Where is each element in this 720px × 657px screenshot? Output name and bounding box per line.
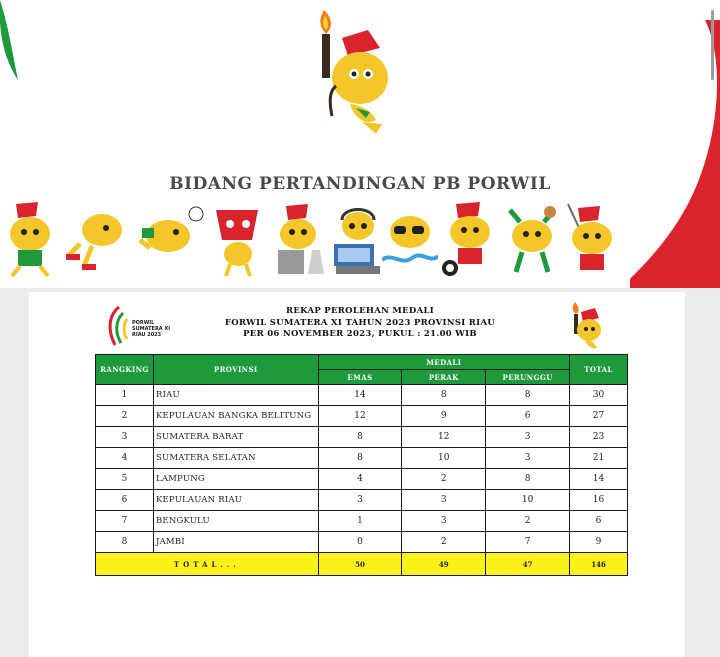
totals-total: 146 — [570, 553, 628, 576]
cell-total: 23 — [570, 427, 628, 448]
table-row — [96, 385, 628, 406]
cell-gold: 12 — [318, 406, 402, 427]
table-row — [96, 511, 628, 532]
cell-rank: 4 — [96, 448, 154, 469]
cell-province: LAMPUNG — [153, 469, 318, 490]
cell-bronze: 7 — [486, 532, 570, 553]
totals-bronze: 47 — [486, 553, 570, 576]
cell-province: KEPULAUAN BANGKA BELITUNG — [153, 406, 318, 427]
mascot-row — [0, 200, 640, 280]
cell-silver: 3 — [402, 511, 486, 532]
mascot-martial-arts-icon — [2, 200, 60, 278]
table-row — [96, 406, 628, 427]
banner-title: BIDANG PERTANDINGAN PB PORWIL — [169, 174, 551, 194]
cell-rank: 6 — [96, 490, 154, 511]
table-row — [96, 448, 628, 469]
cell-bronze: 3 — [486, 448, 570, 469]
torch-mascot-icon — [310, 8, 400, 138]
header-province: PROVINSI — [153, 355, 318, 385]
cell-silver: 2 — [402, 532, 486, 553]
green-swoosh-icon — [0, 0, 30, 90]
logo-text-line: SUMATERA XI — [132, 326, 171, 332]
totals-label: TOTAL... — [96, 553, 319, 576]
cell-silver: 2 — [402, 469, 486, 490]
cell-total: 27 — [570, 406, 628, 427]
cell-silver: 10 — [402, 448, 486, 469]
medal-table — [95, 354, 628, 576]
cell-rank: 5 — [96, 469, 154, 490]
mascot-fencing-icon — [562, 200, 624, 278]
cell-bronze: 10 — [486, 490, 570, 511]
cell-silver: 8 — [402, 385, 486, 406]
cell-total: 6 — [570, 511, 628, 532]
mascot-cheer-icon — [502, 200, 562, 278]
cell-bronze: 3 — [486, 427, 570, 448]
cell-rank: 3 — [96, 427, 154, 448]
mascot-football-icon — [134, 200, 206, 278]
cell-total: 21 — [570, 448, 628, 469]
cell-province: SUMATERA BARAT — [153, 427, 318, 448]
totals-gold: 50 — [318, 553, 402, 576]
cell-bronze: 2 — [486, 511, 570, 532]
header-rank: RANGKING — [96, 355, 154, 385]
cell-gold: 14 — [318, 385, 402, 406]
heading-line-3: PER 06 NOVEMBER 2023, PUKUL : 21.00 WIB — [243, 329, 477, 339]
cell-gold: 8 — [318, 448, 402, 469]
torch-mascot-small-icon — [567, 300, 603, 352]
cell-rank: 2 — [96, 406, 154, 427]
header-silver: PERAK — [402, 370, 486, 385]
cell-rank: 1 — [96, 385, 154, 406]
cell-rank: 8 — [96, 532, 154, 553]
cell-silver: 9 — [402, 406, 486, 427]
mascot-chess-icon — [268, 200, 328, 278]
header-gold: EMAS — [318, 370, 402, 385]
red-swoosh-icon — [630, 0, 720, 288]
cell-total: 16 — [570, 490, 628, 511]
cell-gold: 0 — [318, 532, 402, 553]
cell-province: BENGKULU — [153, 511, 318, 532]
cell-silver: 12 — [402, 427, 486, 448]
table-row — [96, 490, 628, 511]
cell-gold: 4 — [318, 469, 402, 490]
logo-text — [132, 320, 170, 338]
banner — [0, 0, 720, 288]
cell-province: JAMBI — [153, 532, 318, 553]
cell-province: KEPULAUAN RIAU — [153, 490, 318, 511]
document-heading — [200, 306, 520, 341]
cell-total: 30 — [570, 385, 628, 406]
cell-silver: 3 — [402, 490, 486, 511]
logo-text-line: RIAU 2023 — [132, 332, 162, 338]
table-row — [96, 427, 628, 448]
mascot-esports-icon — [330, 200, 386, 278]
mascot-soccer-icon — [440, 200, 500, 278]
mascot-running-icon — [62, 200, 132, 278]
cell-total: 9 — [570, 532, 628, 553]
heading-line-1: REKAP PEROLEHAN MEDALI — [285, 306, 435, 316]
cell-bronze: 6 — [486, 406, 570, 427]
heading-line-2: FORWIL SUMATERA XI TAHUN 2023 PROVINSI RIAU — [224, 317, 496, 328]
totals-row — [96, 553, 628, 576]
cell-bronze: 8 — [486, 469, 570, 490]
table-row — [96, 469, 628, 490]
cell-province: SUMATERA SELATAN — [153, 448, 318, 469]
cell-rank: 7 — [96, 511, 154, 532]
header-bronze: PERUNGGU — [486, 370, 570, 385]
cell-gold: 3 — [318, 490, 402, 511]
porwil-logo-icon — [103, 305, 131, 349]
mascot-swimming-icon — [382, 200, 438, 278]
scrollbar[interactable] — [711, 10, 714, 80]
table-row — [96, 532, 628, 553]
mascot-lion-dance-icon — [210, 200, 266, 278]
cell-gold: 8 — [318, 427, 402, 448]
cell-province: RIAU — [153, 385, 318, 406]
header-total: TOTAL — [570, 355, 628, 385]
totals-silver: 49 — [402, 553, 486, 576]
logo-text-line: PORWIL — [132, 320, 155, 326]
header-medal-group: MEDALI — [318, 355, 569, 370]
cell-total: 14 — [570, 469, 628, 490]
cell-bronze: 8 — [486, 385, 570, 406]
cell-gold: 1 — [318, 511, 402, 532]
